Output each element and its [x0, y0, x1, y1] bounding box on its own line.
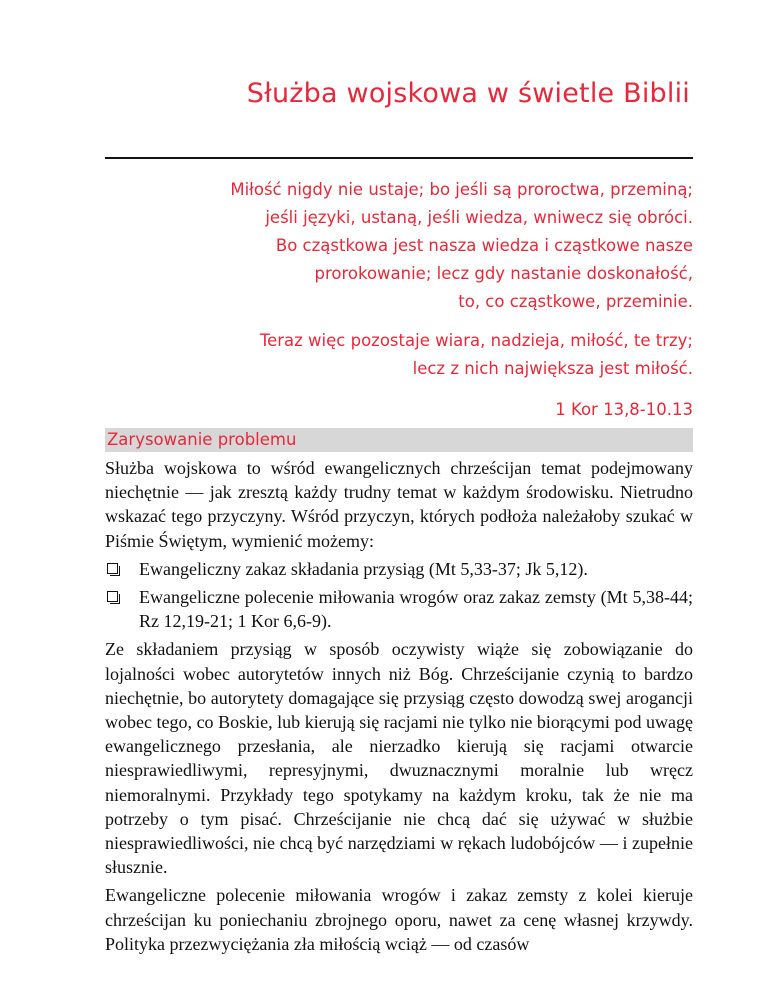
list-item-text: Ewangeliczne polecenie miłowania wrogów oraz zakaz zemsty (Mt 5,38-44; Rz 12,19-21; 1 Kor 6,6-9). [139, 587, 693, 632]
epigraph-line: jeśli języki, ustaną, jeśli wiedza, wniwecz się obróci. [265, 208, 693, 227]
epigraph-line: Bo cząstkowa jest nasza wiedza i cząstkowe nasze [275, 236, 693, 255]
section-heading-bar [105, 428, 693, 452]
checkbox-bullet-icon [107, 563, 118, 574]
epigraph-line: lecz z nich największa jest miłość. [412, 359, 693, 378]
body-text [105, 456, 693, 960]
bullet-list [105, 557, 693, 634]
section-heading: Zarysowanie problemu [107, 430, 297, 449]
page-title: Służba wojskowa w świetle Biblii [246, 78, 690, 109]
paragraph: Służba wojskowa to wśród ewangelicznych chrześcijan temat podejmowany niechętnie — jak zresztą każdy trudny temat w każdym środowisku. Nietrudno wskazać tego przyczyny. Wśród przyczyn, których podłoża należałoby szukać w Piśmie Świętym, wymienić możemy: [105, 458, 693, 551]
paragraph: Ze składaniem przysiąg w sposób oczywisty wiąże się zobowiązanie do lojalności wobec autorytetów innych niż Bóg. Chrześcijanie czynią to bardzo niechętnie, bo autorytety domagające się przysiąg często dowodzą swej arogancji wobec tego, co Boskie, lub kierują się racjami nie tylko nie biorącymi pod uwagę ewangelicznego przesłania, ale nierzadko kierują się racjami otwarcie niesprawiedliwymi, represyjnymi, dwuznacznymi moralnie lub wręcz niemoralnymi. Przykłady tego spotykamy na każdym kroku, tak że nie ma potrzeby o tym pisać. Chrześcijanie nie chcą dać się używać w służbie niesprawiedliwości, nie chcą być narzędziami w rękach ludobójców — i zupełnie słusznie. [105, 639, 693, 878]
epigraph-reference: 1 Kor 13,8-10.13 [555, 400, 693, 419]
epigraph [105, 176, 693, 424]
epigraph-line: to, co cząstkowe, przeminie. [458, 292, 693, 311]
list-item-text: Ewangeliczny zakaz składania przysiąg (Mt 5,33-37; Jk 5,12). [139, 558, 588, 579]
list-item [105, 585, 693, 633]
title-divider [105, 157, 693, 159]
list-item [105, 557, 693, 581]
epigraph-line: prorokowanie; lecz gdy nastanie doskonałość, [314, 264, 693, 283]
epigraph-line: Miłość nigdy nie ustaje; bo jeśli są proroctwa, przeminą; [230, 180, 693, 199]
paragraph: Ewangeliczne polecenie miłowania wrogów i zakaz zemsty z kolei kieruje chrześcijan ku poniechaniu zbrojnego oporu, nawet za cenę własnej krzywdy. Polityka przezwyciężania zła miłością wciąż — od czasów [105, 885, 693, 954]
epigraph-line: Teraz więc pozostaje wiara, nadzieja, miłość, te trzy; [259, 331, 693, 350]
checkbox-bullet-icon [107, 591, 118, 602]
